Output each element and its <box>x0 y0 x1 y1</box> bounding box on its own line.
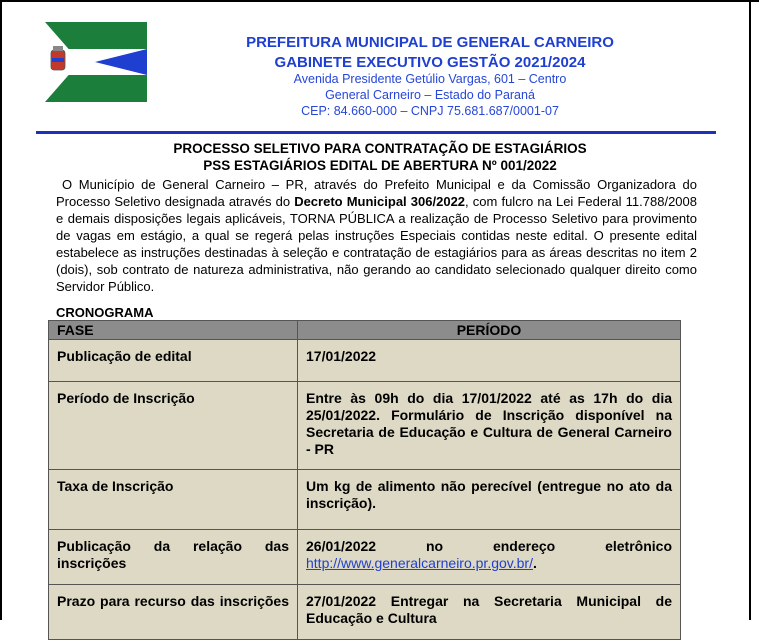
schedule-table <box>48 320 681 640</box>
website-link[interactable]: http://www.generalcarneiro.pr.gov.br/ <box>306 555 533 571</box>
row-fase-text: Publicação da relação das inscrições <box>57 538 289 571</box>
document-title: PROCESSO SELETIVO PARA CONTRATAÇÃO DE ESTAGIÁRIOS <box>173 141 587 156</box>
table-row <box>49 530 681 585</box>
row-periodo: 27/01/2022 Entregar na Secretaria Municipal de Educação e Cultura <box>298 585 681 640</box>
document-subtitle: PSS ESTAGIÁRIOS EDITAL DE ABERTURA Nº 001/2022 <box>203 158 557 173</box>
intro-paragraph <box>56 176 697 295</box>
table-row <box>49 382 681 470</box>
header-address-2: General Carneiro – Estado do Paraná <box>325 88 535 102</box>
row-periodo <box>298 530 681 585</box>
header-address-1: Avenida Presidente Getúlio Vargas, 601 – Centro <box>293 72 567 86</box>
row-fase-text: Prazo para recurso das inscrições <box>57 593 289 609</box>
header-subtitle: GABINETE EXECUTIVO GESTÃO 2021/2024 <box>274 54 586 71</box>
coat-of-arms-icon <box>51 46 65 70</box>
column-header-periodo: PERÍODO <box>298 321 681 340</box>
cronograma-heading: CRONOGRAMA <box>56 305 154 320</box>
table-row <box>49 340 681 382</box>
table-row <box>49 470 681 530</box>
page-border-top <box>0 0 759 8</box>
row-periodo: 17/01/2022 <box>298 340 681 382</box>
row-fase <box>49 585 298 640</box>
row-periodo: Entre às 09h do dia 17/01/2022 até as 17h do dia 25/01/2022. Formulário de Inscrição disponível na Secretaria de Educação e Cultura de General Carneiro - PR <box>298 382 681 470</box>
column-header-fase: FASE <box>49 321 298 340</box>
row-fase: Taxa de Inscrição <box>49 470 298 530</box>
header-address-3: CEP: 84.660-000 – CNPJ 75.681.687/0001-07 <box>301 104 559 118</box>
row-periodo: Um kg de alimento não perecível (entregue no ato da inscrição). <box>298 470 681 530</box>
table-row <box>49 585 681 640</box>
row-fase: Período de Inscrição <box>49 382 298 470</box>
row-fase <box>49 530 298 585</box>
row-periodo-text: 26/01/2022 no endereço eletrônico <box>306 538 672 554</box>
row-periodo-end: . <box>532 555 537 571</box>
header-divider <box>36 131 716 134</box>
table-header-row <box>49 321 681 340</box>
intro-text-a: O Município de General Carneiro – PR, através do Prefeito Municipal e da Comissão Organizadora do Processo Seletivo designada através do <box>56 177 697 209</box>
row-fase: Publicação de edital <box>49 340 298 382</box>
page-border-left <box>0 0 2 620</box>
header-title: PREFEITURA MUNICIPAL DE GENERAL CARNEIRO <box>246 34 614 51</box>
decree-reference: Decreto Municipal 306/2022 <box>294 194 466 209</box>
intro-text-b: , com fulcro na Lei Federal 11.788/2008 e demais disposições legais aplicáveis, TORNA PÚBLICA a realização de Processo Seletivo para provimento de vagas em estágio, a qual se regerá pelas instruções Especiais contidas neste edital. O presente edital estabelece as instruções destinadas à seleção e contratação de estagiários para as áreas descritas no item 2 (dois), sob contrato de natureza administrativa, não gerando ao candidato selecionado qualquer direito como Servidor Público. <box>56 194 697 294</box>
page-border-right <box>749 0 751 620</box>
municipal-flag-logo <box>45 22 147 102</box>
